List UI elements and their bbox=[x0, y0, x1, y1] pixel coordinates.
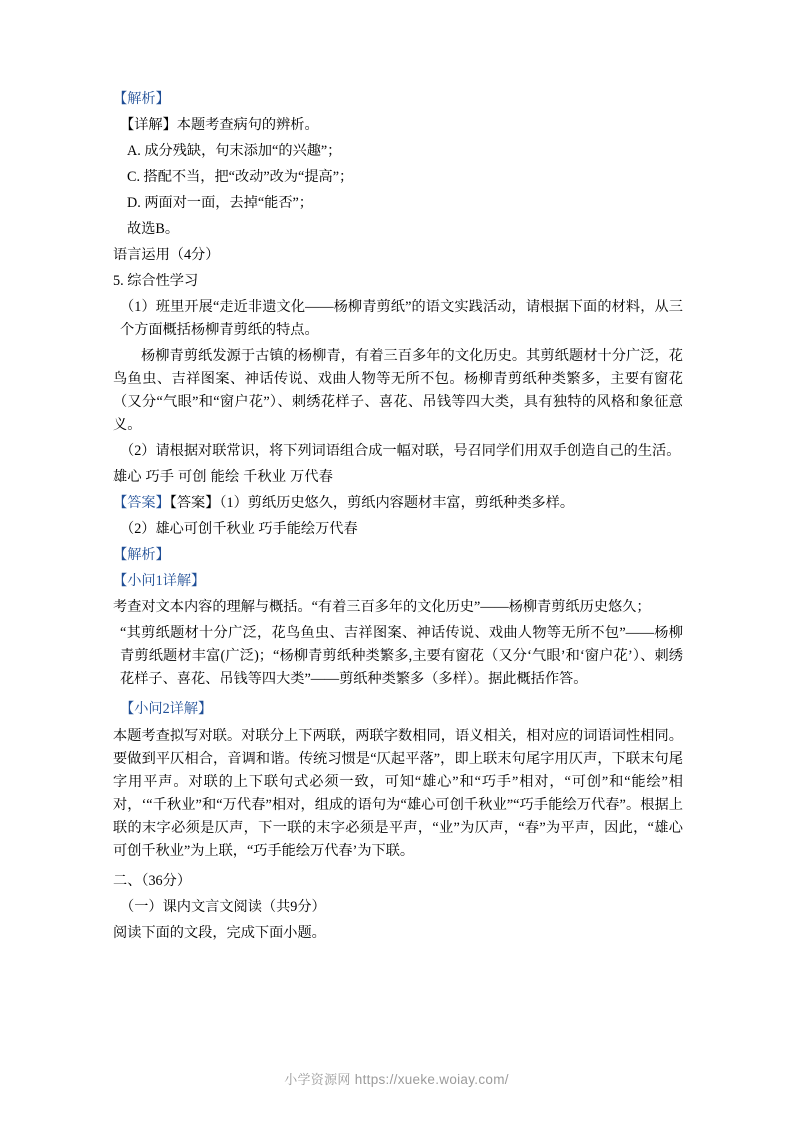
section-heading-language-use: 语言运用（4分） bbox=[113, 247, 220, 263]
answer-part-1-text: 【答案】（1）剪纸历史悠久，剪纸内容题材丰富，剪纸种类多样。 bbox=[169, 495, 575, 511]
sub-question-1-body-line2: “其剪纸题材十分广泛，花鸟鱼虫、吉祥图案、神话传说、戏曲人物等无所不包”——杨柳青剪纸题材丰富(广泛)；“杨柳青剪纸种类繁多,主要有窗花（又分‘气眼’和‘窗户花’）、刺绣花样子、喜花、吊钱等四大类”——剪纸种类繁多（多样）。据此概括作答。 bbox=[120, 625, 683, 687]
sub-question-2-body: 本题考查拟写对联。对联分上下两联，两联字数相同，语义相关，相对应的词语词性相同。要做到平仄相合，音调和谐。传统习惯是“仄起平落”，即上联末句尾字用仄声，下联末句尾字用平声。对联的上下联句式必须一致，可知“雄心”和“巧手”相对，“可创”和“能绘”相对，‘“千秋业”和“万代春”相对，组成的语句为“雄心可创千秋业”“巧手能绘万代春”。根据上联的末字必须是仄声，下一联的末字必须是平声，“业”为仄声，“春”为平声，因此，“雄心可创千秋业”为上联，“巧手能绘万代春’为下联。 bbox=[113, 728, 683, 859]
answer-part-1 bbox=[113, 492, 683, 515]
sub-question-2-header: 【小问2详解】 bbox=[120, 701, 213, 717]
document-body bbox=[113, 88, 683, 948]
watermark-url: https://xueke.woiay.com/ bbox=[354, 1072, 509, 1087]
text-line-detail-header: 【详解】本题考查病句的辨析。 bbox=[120, 117, 319, 133]
sub-question-1-header: 【小问1详解】 bbox=[113, 573, 206, 589]
text-line-option-a: A. 成分残缺，句末添加“的兴趣”； bbox=[127, 143, 342, 159]
text-line-option-c: C. 搭配不当，把“改动”改为“提高”； bbox=[127, 169, 354, 185]
question-5-part-1: （1）班里开展“走近非遗文化——杨柳青剪纸”的语文实践活动，请根据下面的材料，从三个方面概括杨柳青剪纸的特点。 bbox=[120, 299, 683, 338]
reading-instruction: 阅读下面的文段，完成下面小题。 bbox=[113, 925, 326, 941]
analysis-header-2: 【解析】 bbox=[113, 547, 170, 563]
text-line-analysis-header: 【解析】 bbox=[113, 91, 170, 107]
question-5-heading: 5. 综合性学习 bbox=[113, 273, 199, 289]
text-line-conclusion: 故选B。 bbox=[127, 221, 180, 237]
reading-material-paragraph: 杨柳青剪纸发源于古镇的杨柳青，有着三百多年的文化历史。其剪纸题材十分广泛，花鸟鱼虫、吉祥图案、神话传说、戏曲人物等无所不包。杨柳青剪纸种类繁多，主要有窗花（又分“气眼”和“窗户花”）、刺绣花样子、喜花、吊钱等四大类，具有独特的风格和象征意义。 bbox=[113, 348, 683, 433]
watermark-site-name: 小学资源网 bbox=[284, 1073, 351, 1088]
answer-part-2: （2）雄心可创千秋业 巧手能绘万代春 bbox=[120, 521, 358, 537]
sub-question-1-body-line1: 考查对文本内容的理解与概括。“有着三百多年的文化历史”——杨柳青剪纸历史悠久； bbox=[113, 599, 651, 615]
section-subheading-classical-chinese: （一）课内文言文阅读（共9分） bbox=[120, 899, 326, 915]
answer-label: 【答案】 bbox=[113, 495, 170, 511]
question-5-part-2: （2）请根据对联常识，将下列词语组合成一幅对联，号召同学们用双手创造自己的生活。 bbox=[120, 443, 681, 459]
couplet-word-bank: 雄心 巧手 可创 能绘 千秋业 万代春 bbox=[113, 469, 334, 485]
section-heading-two: 二、（36分） bbox=[113, 873, 192, 889]
watermark bbox=[0, 1069, 793, 1088]
text-line-option-d: D. 两面对一面，去掉“能否”； bbox=[127, 195, 313, 211]
